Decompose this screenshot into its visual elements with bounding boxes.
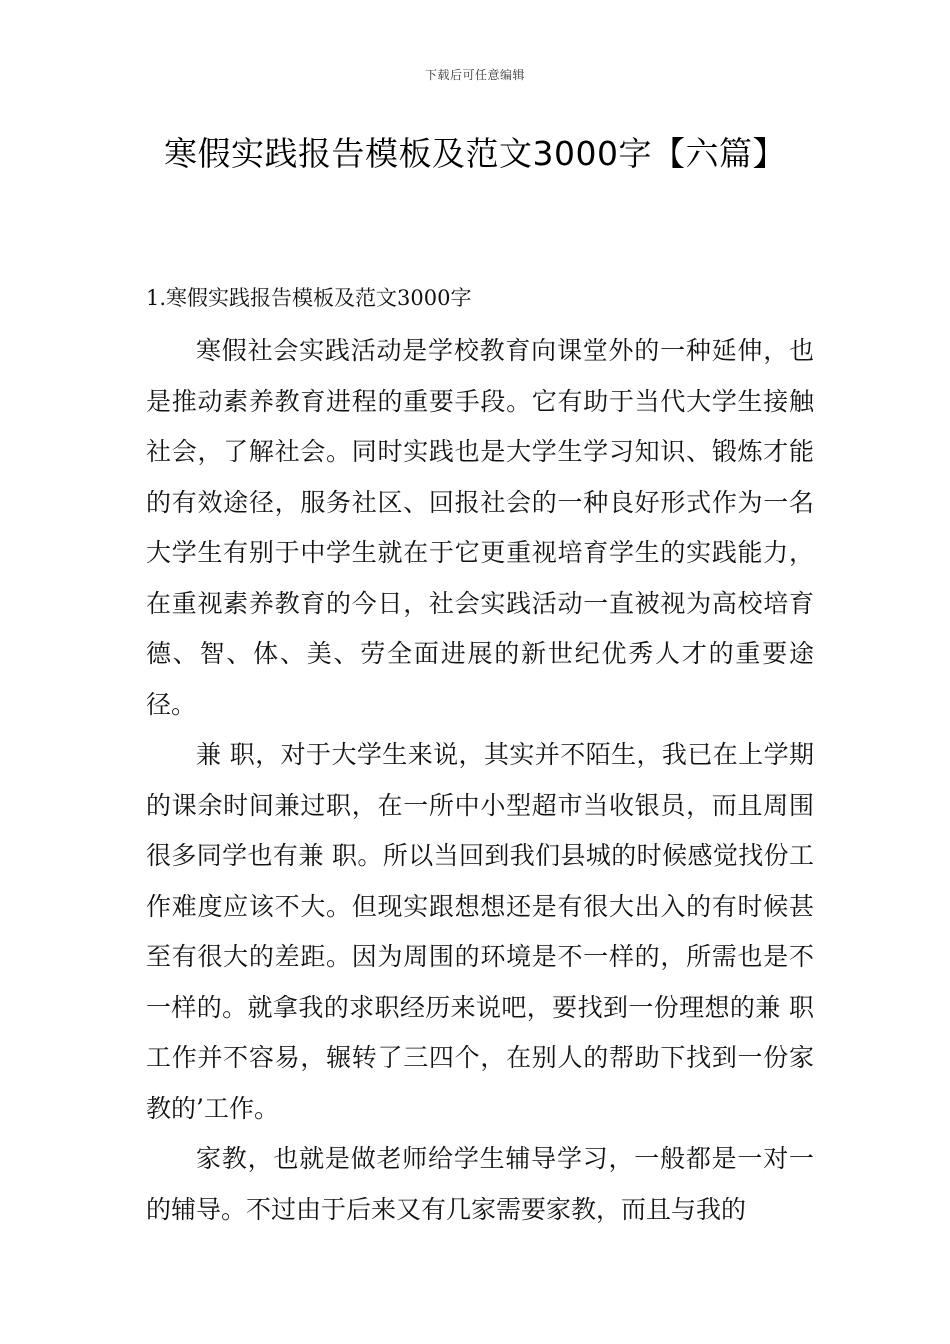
- document-title: 寒假实践报告模板及范文3000字【六篇】: [164, 134, 786, 173]
- header-note: 下载后可任意编辑: [424, 68, 525, 82]
- body-text: [146, 326, 814, 1235]
- paragraph: 家教，也就是做老师给学生辅导学习，一般都是一对一的辅导。不过由于后来又有几家需要家教，而且与我的: [146, 1144, 814, 1224]
- section-heading: 1.寒假实践报告模板及范文3000字: [146, 286, 472, 310]
- paragraph: 兼 职，对于大学生来说，其实并不陌生，我已在上学期的课余时间兼过职，在一所中小型超市当收银员，而且周围很多同学也有兼 职。所以当回到我们县城的时候感觉找份工作难度应该不大。但现实跟想想还是有很大出入的有时候甚至有很大的差距。因为周围的环境是不一样的，所需也是不一样的。就拿我的求职经历来说吧，要找到一份理想的兼 职工作并不容易，辗转了三四个，在别人的帮助下找到一份家教的’工作。: [146, 740, 814, 1123]
- paragraph: 寒假社会实践活动是学校教育向课堂外的一种延伸，也是推动素养教育进程的重要手段。它有助于当代大学生接触社会，了解社会。同时实践也是大学生学习知识、锻炼才能的有效途径，服务社区、回报社会的一种良好形式作为一名大学生有别于中学生就在于它更重视培育学生的实践能力，在重视素养教育的今日，社会实践活动一直被视为高校培育德、智、体、美、劳全面进展的新世纪优秀人才的重要途径。: [146, 336, 814, 719]
